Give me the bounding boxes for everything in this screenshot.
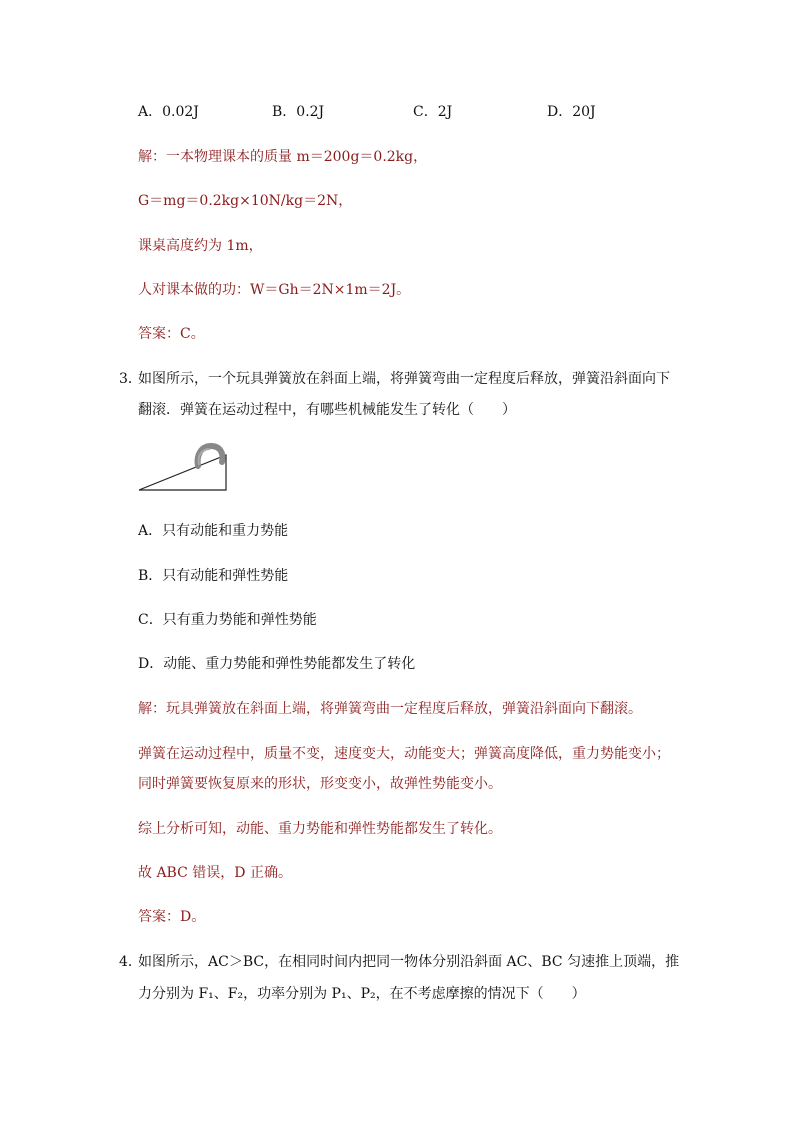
- q3-answer: 答案：D。: [138, 909, 206, 925]
- q2-solution-line-1: 解：一本物理课本的质量 m＝200g＝0.2kg，: [138, 149, 428, 165]
- incline-triangle: [139, 455, 226, 490]
- q3-option-c: C．只有重力势能和弹性势能: [138, 612, 317, 628]
- q2-option-b: B．0.2J: [272, 104, 325, 120]
- q3-number: 3．: [119, 371, 142, 387]
- q2-option-a: A．0.02J: [138, 104, 199, 120]
- q2-solution-line-2: G＝mg＝0.2kg×10N/kg＝2N，: [138, 193, 353, 209]
- q2-solution-line-4: 人对课本做的功：W＝Gh＝2N×1m＝2J。: [138, 282, 411, 298]
- q3-solution-line-4: 综上分析可知，动能、重力势能和弹性势能都发生了转化。: [138, 821, 502, 837]
- q3-stem-line-2: 翻滚．弹簧在运动过程中，有哪些机械能发生了转化（ ）: [138, 402, 516, 418]
- q4-number: 4．: [119, 954, 142, 970]
- q3-solution-line-3: 同时弹簧要恢复原来的形状，形变变小，故弹性势能变小。: [138, 776, 502, 792]
- q2-option-c: C．2J: [413, 104, 453, 120]
- q2-option-d: D．20J: [547, 104, 596, 120]
- q3-stem-line-1: 如图所示，一个玩具弹簧放在斜面上端，将弹簧弯曲一定程度后释放，弹簧沿斜面向下: [138, 371, 670, 387]
- q2-answer: 答案：C。: [138, 326, 205, 342]
- q3-option-b: B．只有动能和弹性势能: [138, 568, 289, 584]
- incline-spring-figure: [136, 440, 232, 494]
- q3-option-d: D．动能、重力势能和弹性势能都发生了转化: [138, 656, 416, 672]
- q4-stem-line-2: 力分别为 F₁、F₂，功率分别为 P₁、P₂，在不考虑摩擦的情况下（ ）: [138, 986, 586, 1002]
- q3-solution-line-2: 弹簧在运动过程中，质量不变，速度变大，动能变大；弹簧高度降低，重力势能变小；: [138, 746, 670, 762]
- q3-option-a: A．只有动能和重力势能: [138, 523, 289, 539]
- q3-solution-line-1: 解：玩具弹簧放在斜面上端，将弹簧弯曲一定程度后释放，弹簧沿斜面向下翻滚。: [138, 701, 642, 717]
- q3-solution-line-5: 故 ABC 错误，D 正确。: [138, 865, 292, 881]
- q2-solution-line-3: 课桌高度约为 1m，: [138, 238, 263, 254]
- spring-coil-icon: [198, 446, 223, 466]
- q4-stem-line-1: 如图所示，AC＞BC，在相同时间内把同一物体分别沿斜面 AC、BC 匀速推上顶端，推: [138, 954, 680, 970]
